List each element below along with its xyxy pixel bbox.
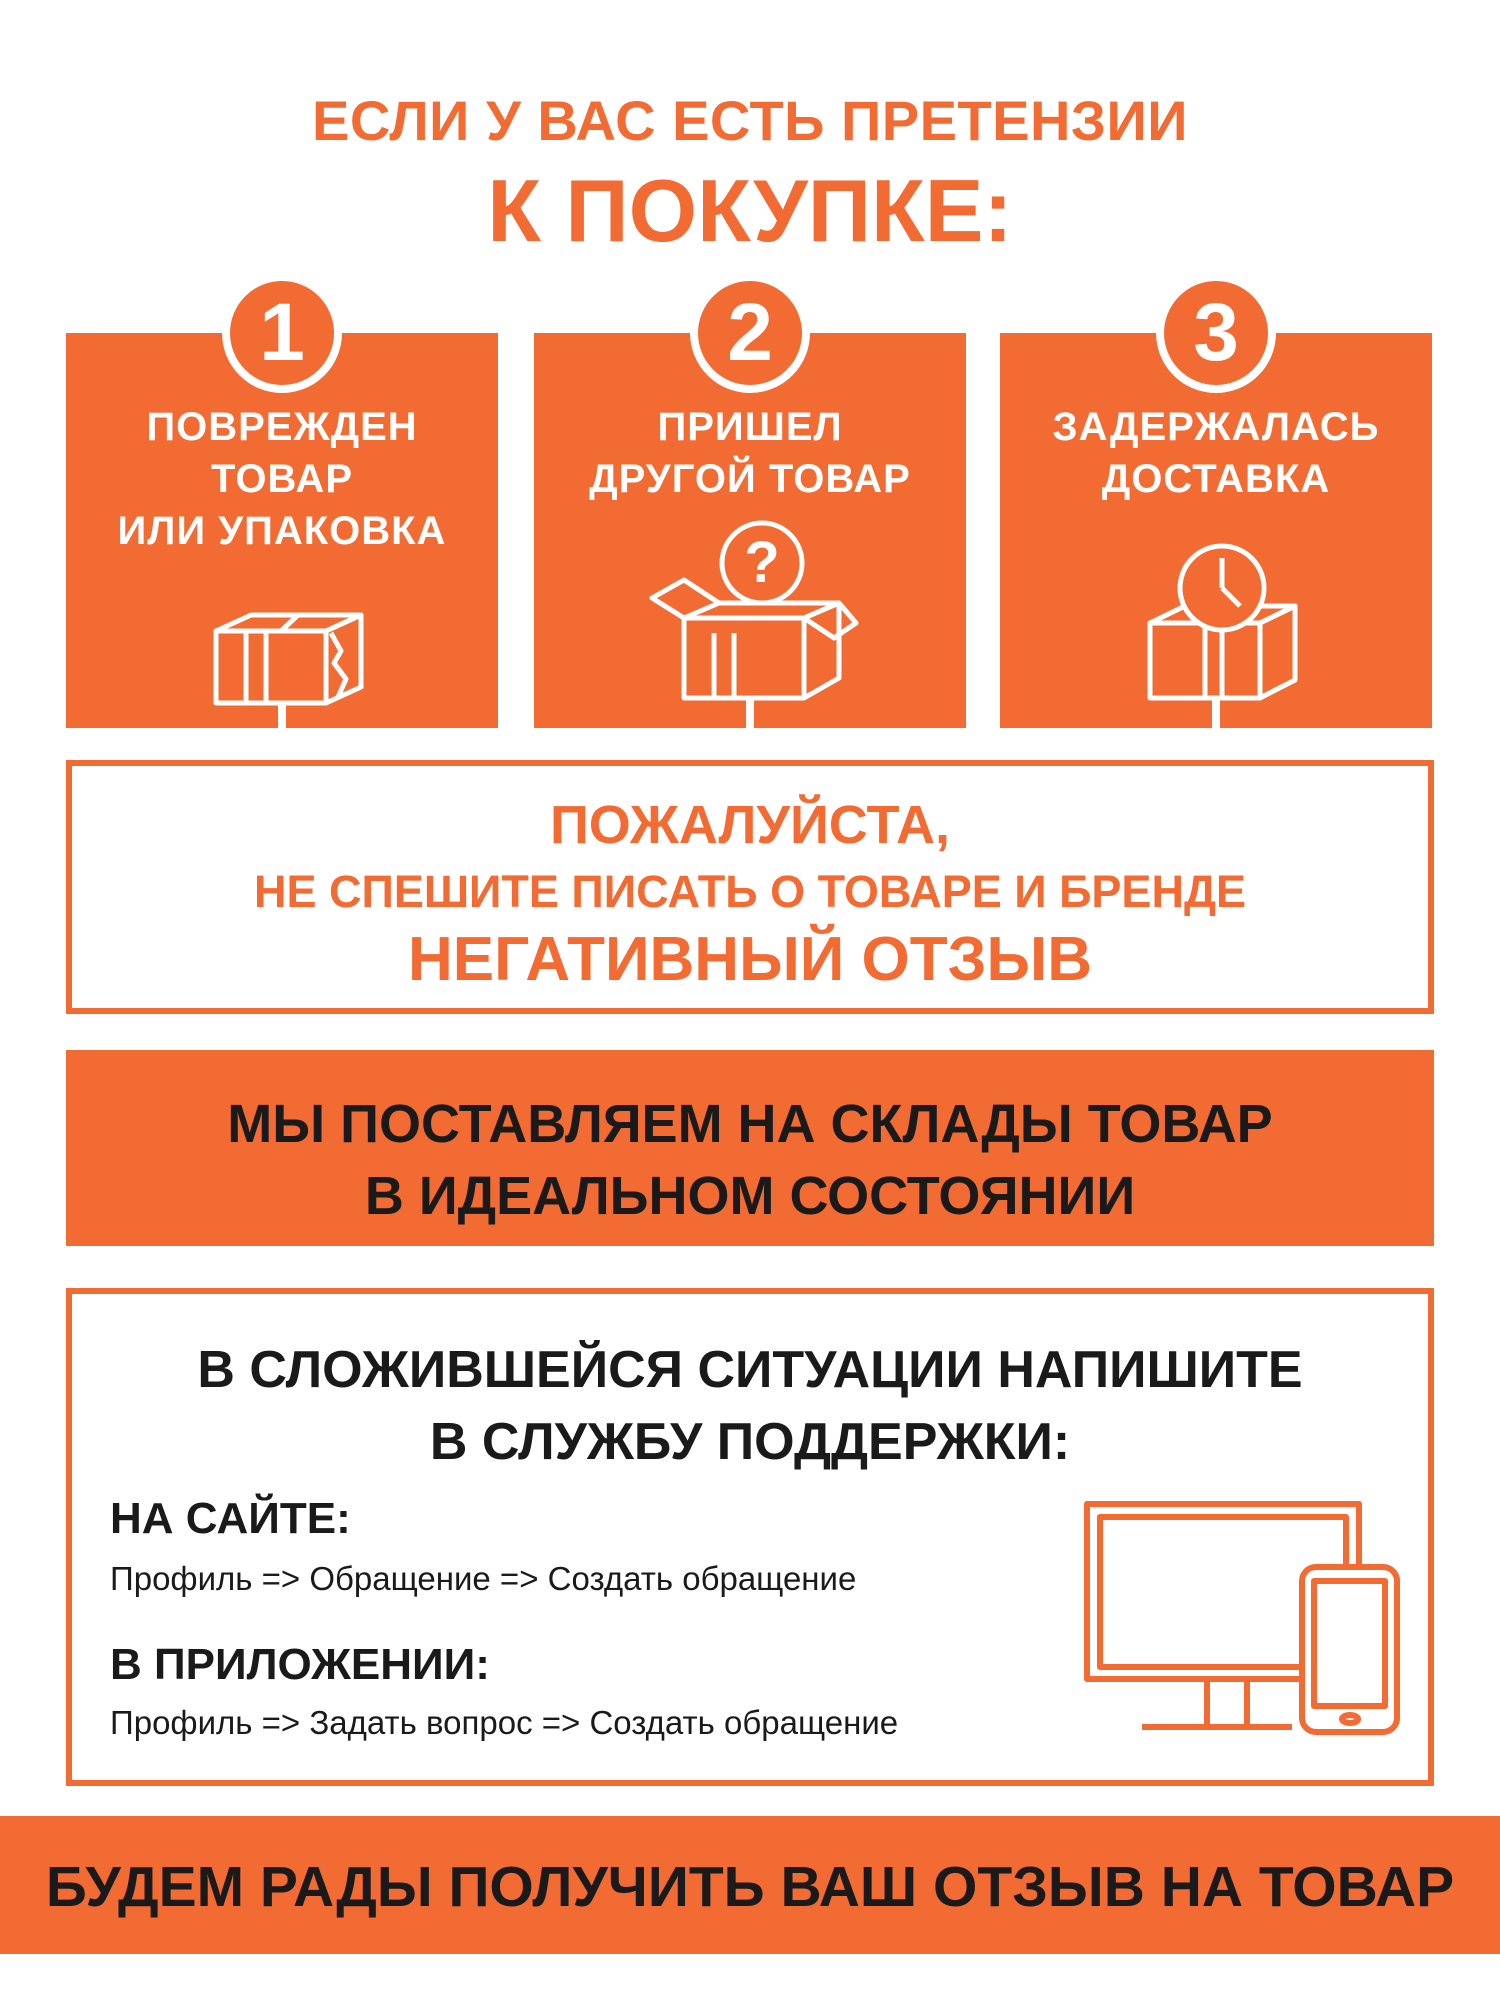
card-label-damaged: ПОВРЕЖДЕН ТОВАР ИЛИ УПАКОВКА: [117, 405, 447, 553]
claim-card-wrong-item: [534, 287, 966, 728]
claim-card-damaged: [66, 287, 498, 728]
footer-text: БУДЕМ РАДЫ ПОЛУЧИТЬ ВАШ ОТЗЫВ НА ТОВАР: [45, 1855, 1455, 1919]
question-box-icon: [534, 518, 966, 728]
headline-line1: ЕСЛИ У ВАС ЕСТЬ ПРЕТЕНЗИИ: [311, 89, 1189, 152]
app-path: Профиль => Задать вопрос => Создать обращение: [110, 1704, 899, 1741]
quality-banner: [66, 1050, 1434, 1246]
quality-banner-text: МЫ ПОСТАВЛЯЕМ НА СКЛАДЫ ТОВАР В ИДЕАЛЬНОМ СОСТОЯНИИ: [227, 1094, 1273, 1226]
claim-card-delay: [1000, 287, 1432, 728]
site-path: Профиль => Обращение => Создать обращение: [110, 1560, 857, 1597]
please-line2: НЕ СПЕШИТЕ ПИСАТЬ О ТОВАРЕ И БРЕНДЕ: [253, 866, 1247, 917]
monitor-phone-icon: [1082, 1499, 1402, 1749]
svg-text:?: ?: [744, 530, 780, 595]
please-line1: ПОЖАЛУЙСТА,: [549, 795, 951, 855]
step-badge-1: 1: [222, 273, 342, 393]
damaged-box-icon: [66, 593, 498, 728]
step-badge-2: 2: [690, 273, 810, 393]
card-label-delay: ЗАДЕРЖАЛАСЬ ДОСТАВКА: [1052, 405, 1380, 501]
card-label-wrong-item: ПРИШЕЛ ДРУГОЙ ТОВАР: [589, 405, 911, 501]
footer-banner: [0, 1816, 1500, 1954]
headline-line2: К ПОКУПКЕ:: [487, 161, 1013, 260]
support-title: В СЛОЖИВШЕЙСЯ СИТУАЦИИ НАПИШИТЕ В СЛУЖБУ ПОДДЕРЖКИ:: [197, 1341, 1303, 1471]
step-badge-3: 3: [1156, 273, 1276, 393]
please-line3: НЕГАТИВНЫЙ ОТЗЫВ: [408, 925, 1092, 994]
support-section: [66, 1288, 1434, 1786]
site-heading: НА САЙТЕ:: [110, 1494, 351, 1543]
please-notice: [66, 760, 1434, 1014]
clock-box-icon: [1000, 538, 1432, 728]
app-heading: В ПРИЛОЖЕНИИ:: [110, 1640, 490, 1689]
